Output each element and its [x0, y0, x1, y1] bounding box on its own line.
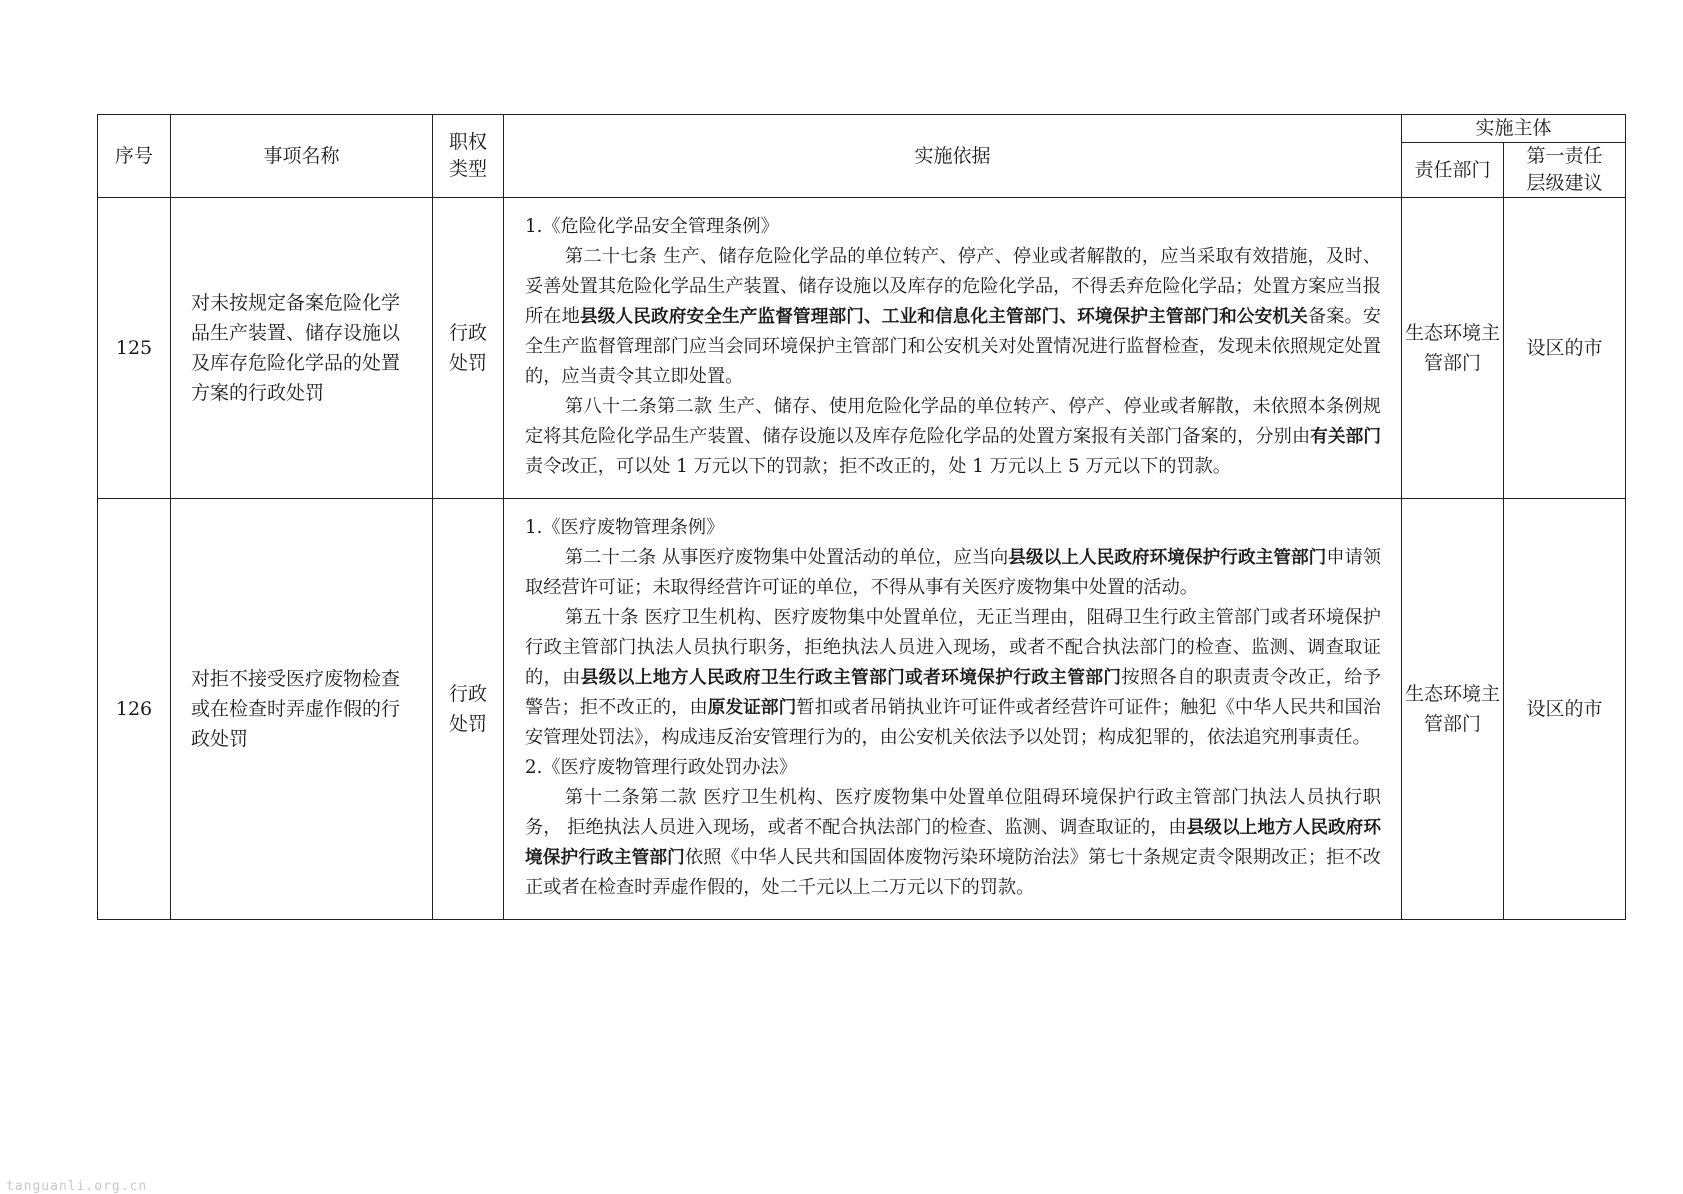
- basis-text: 责令改正，可以处 1 万元以下的罚款；拒不改正的，处 1 万元以上 5 万元以下的罚款。: [525, 456, 1231, 477]
- watermark: tanguanli.org.cn: [6, 1179, 148, 1194]
- basis-text: 按照各自的职责责令改正，给予警告；拒不改正的，由: [525, 667, 1381, 718]
- regulation-title: 1.《危险化学品安全管理条例》: [525, 216, 779, 237]
- responsible-dept: 生态环境主管部门: [1402, 198, 1504, 499]
- row-number: 126: [98, 499, 171, 920]
- authority-type-line2: 处罚: [448, 352, 487, 374]
- header-basis: 实施依据: [504, 115, 1402, 198]
- header-authority-type: [433, 115, 504, 198]
- basis-paragraph: [525, 392, 1381, 482]
- authority-type-line1: 行政: [448, 683, 487, 705]
- item-name: 对拒不接受医疗废物检查或在检查时弄虚作假的行政处罚: [171, 499, 433, 920]
- basis-text: 第十二条第二款 医疗卫生机构、医疗废物集中处置单位阻碍环境保护行政主管部门执法人员执行职务， 拒绝执法人员进入现场，或者不配合执法部门的检查、监测、调查取证的，由: [525, 787, 1381, 838]
- authority-items-table: [97, 114, 1626, 920]
- authority-type: [433, 499, 504, 920]
- basis-emphasis: 县级以上地方人民政府环境保护行政主管部门: [525, 818, 1381, 868]
- basis-emphasis: 原发证部门: [707, 698, 797, 718]
- basis-text: 第五十条 医疗卫生机构、医疗废物集中处置单位，无正当理由，阻碍卫生行政主管部门或者环境保护行政主管部门执法人员执行职务，拒绝执法人员进入现场，或者不配合执法部门的检查、监测、调查取证的，由: [525, 607, 1381, 688]
- basis-text: 第二十七条 生产、储存危险化学品的单位转产、停产、停业或者解散的，应当采取有效措施，及时、妥善处置其危险化学品生产装置、储存设施以及库存的危险化学品，不得丢弃危险化学品；处置方案应当报所在地: [525, 246, 1381, 327]
- item-name: 对未按规定备案危险化学品生产装置、储存设施以及库存危险化学品的处置方案的行政处罚: [171, 198, 433, 499]
- row-number: 125: [98, 198, 171, 499]
- header-first-level-line1: 第一责任: [1526, 145, 1603, 167]
- basis-paragraph: [525, 242, 1381, 392]
- header-responsible-dept: 责任部门: [1402, 143, 1504, 198]
- regulation-title: 2.《医疗废物管理行政处罚办法》: [525, 757, 797, 778]
- first-level: 设区的市: [1504, 499, 1626, 920]
- responsible-dept: 生态环境主管部门: [1402, 499, 1504, 920]
- legal-basis: [504, 499, 1402, 920]
- header-no: 序号: [98, 115, 171, 198]
- header-first-level: [1504, 143, 1626, 198]
- legal-basis: [504, 198, 1402, 499]
- header-authority-type-line2: 类型: [448, 158, 487, 180]
- basis-paragraph: [525, 603, 1381, 753]
- basis-text: 申请领取经营许可证；未取得经营许可证的单位，不得从事有关医疗废物集中处置的活动。: [525, 547, 1381, 598]
- authority-type: [433, 198, 504, 499]
- header-first-level-line2: 层级建议: [1526, 172, 1603, 194]
- header-implementing-subject: 实施主体: [1402, 115, 1626, 143]
- basis-emphasis: 县级人民政府安全生产监督管理部门、工业和信息化主管部门、环境保护主管部门和公安机关: [579, 307, 1308, 327]
- basis-emphasis: 有关部门: [1310, 427, 1382, 447]
- authority-type-line2: 处罚: [448, 713, 487, 735]
- basis-text: 暂扣或者吊销执业许可证件或者经营许可证件；触犯《中华人民共和国治安管理处罚法》，构成违反治安管理行为的，由公安机关依法予以处罚；构成犯罪的，依法追究刑事责任。: [525, 697, 1381, 748]
- authority-type-line1: 行政: [448, 322, 487, 344]
- basis-paragraph: [525, 543, 1381, 603]
- basis-emphasis: 县级以上人民政府环境保护行政主管部门: [1008, 548, 1327, 568]
- basis-text: 备案。安全生产监督管理部门应当会同环境保护主管部门和公安机关对处置情况进行监督检查，发现未依照规定处置的，应当责令其立即处置。: [525, 306, 1381, 387]
- basis-text: 第八十二条第二款 生产、储存、使用危险化学品的单位转产、停产、停业或者解散，未依照本条例规定将其危险化学品生产装置、储存设施以及库存危险化学品的处置方案报有关部门备案的，分别由: [525, 396, 1381, 447]
- basis-paragraph: [525, 783, 1381, 903]
- header-authority-type-line1: 职权: [448, 131, 487, 153]
- basis-text: 依照《中华人民共和国固体废物污染环境防治法》第七十条规定责令限期改正；拒不改正或者在检查时弄虚作假的，处二千元以上二万元以下的罚款。: [525, 847, 1381, 898]
- table-row: [98, 198, 1626, 499]
- regulation-title: 1.《医疗废物管理条例》: [525, 517, 725, 538]
- header-item-name: 事项名称: [171, 115, 433, 198]
- basis-text: 第二十二条 从事医疗废物集中处置活动的单位，应当向: [565, 547, 1009, 568]
- table-row: [98, 499, 1626, 920]
- basis-emphasis: 县级以上地方人民政府卫生行政主管部门或者环境保护行政主管部门: [580, 668, 1122, 688]
- first-level: 设区的市: [1504, 198, 1626, 499]
